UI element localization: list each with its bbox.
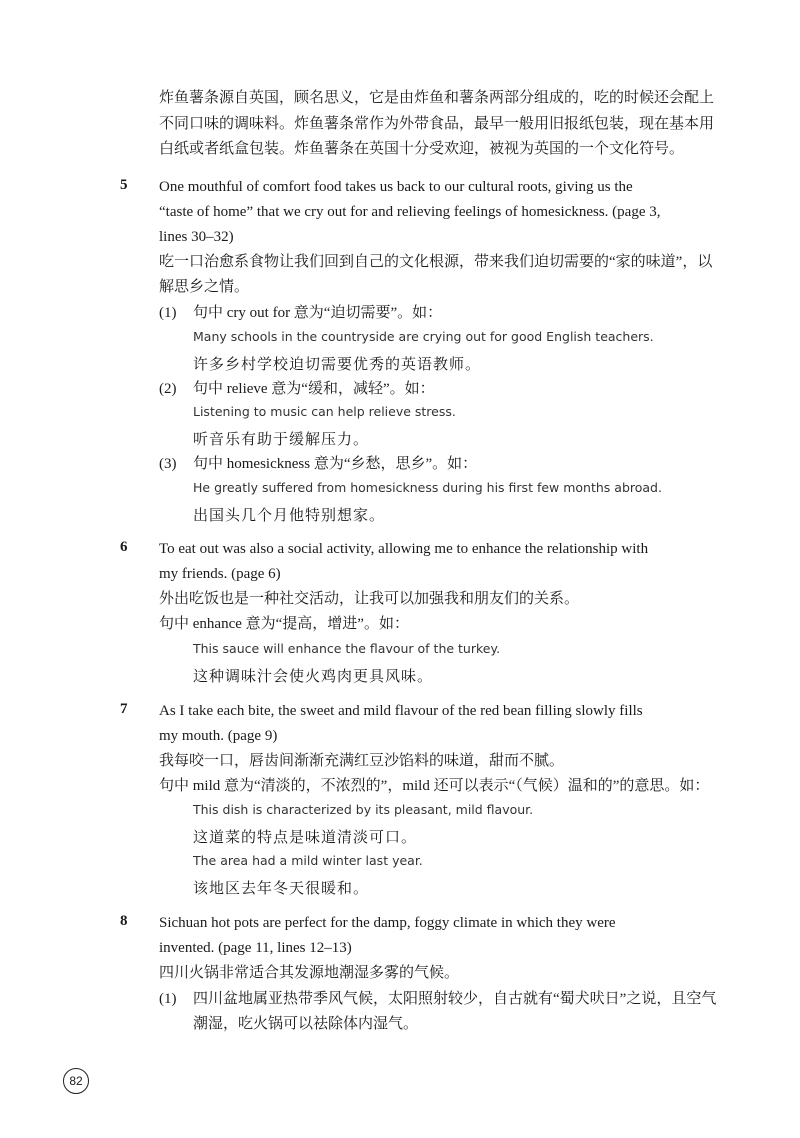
- item-7-example-2-zh: 该地区去年冬天很暖和。: [193, 881, 370, 897]
- item-5-note-2-example-en: Listening to music can help relieve stress.: [193, 404, 456, 419]
- item-5-en-line-2: “taste of home” that we cry out for and relieving feelings of homesickness. (page 3,: [159, 204, 661, 220]
- item-8-en-line-1: Sichuan hot pots are perfect for the damp, foggy climate in which they were: [159, 915, 616, 931]
- item-5-zh-line-1: 吃一口治愈系食物让我们回到自己的文化根源，带来我们迫切需要的“家的味道”，以: [159, 254, 713, 270]
- item-6-number: 6: [120, 539, 128, 555]
- item-5-note-1-text: 句中 cry out for 意为“迫切需要”。如：: [193, 305, 443, 321]
- item-5-note-2-example-zh: 听音乐有助于缓解压力。: [193, 432, 370, 448]
- item-5-note-3-example-zh: 出国头几个月他特别想家。: [193, 508, 386, 524]
- page-number: 82: [63, 1068, 89, 1094]
- item-8-note-number: (1): [159, 991, 177, 1007]
- item-7-en-line-1: As I take each bite, the sweet and mild flavour of the red bean filling slowly fills: [159, 703, 643, 719]
- item-8-zh-line: 四川火锅非常适合其发源地潮湿多雾的气候。: [159, 965, 460, 981]
- item-7-number: 7: [120, 701, 128, 717]
- item-6-example-en: This sauce will enhance the flavour of the turkey.: [193, 641, 501, 656]
- item-8-number: 8: [120, 913, 128, 929]
- item-8-note-line-1: 四川盆地属亚热带季风气候，太阳照射较少，自古就有“蜀犬吠日”之说，且空气: [193, 991, 717, 1007]
- item-8-note-line-2: 潮湿，吃火锅可以祛除体内湿气。: [193, 1016, 419, 1032]
- item-7-zh-line: 我每咬一口，唇齿间渐渐充满红豆沙馅料的味道，甜而不腻。: [159, 753, 565, 769]
- item-6-en-line-1: To eat out was also a social activity, allowing me to enhance the relationship with: [159, 541, 649, 557]
- item-5-note-2-number: (2): [159, 381, 177, 397]
- item-5-note-1-example-zh: 许多乡村学校迫切需要优秀的英语教师。: [193, 357, 482, 373]
- item-5-en-line-1: One mouthful of comfort food takes us back to our cultural roots, giving us the: [159, 179, 633, 195]
- item-8-en-line-2: invented. (page 11, lines 12–13): [159, 940, 352, 956]
- item-7-example-2-en: The area had a mild winter last year.: [193, 853, 423, 868]
- intro-line-3: 白纸或者纸盒包装。炸鱼薯条在英国十分受欢迎，被视为英国的一个文化符号。: [159, 141, 685, 157]
- item-5-number: 5: [120, 177, 128, 193]
- item-7-example-1-en: This dish is characterized by its pleasant, mild flavour.: [193, 802, 534, 817]
- item-6-zh-line: 外出吃饭也是一种社交活动，让我可以加强我和朋友们的关系。: [159, 591, 580, 607]
- item-7-example-1-zh: 这道菜的特点是味道清淡可口。: [193, 830, 418, 846]
- item-5-note-1-example-en: Many schools in the countryside are crying out for good English teachers.: [193, 329, 654, 344]
- intro-line-2: 不同口味的调味料。炸鱼薯条常作为外带食品，最早一般用旧报纸包装，现在基本用: [159, 116, 715, 132]
- item-7-note: 句中 mild 意为“清淡的，不浓烈的”，mild 还可以表示“（气候）温和的”的意思。如：: [159, 778, 710, 794]
- item-5-note-3-number: (3): [159, 456, 177, 472]
- item-7-en-line-2: my mouth. (page 9): [159, 728, 278, 744]
- item-5-note-3-example-en: He greatly suffered from homesickness during his first few months abroad.: [193, 480, 662, 495]
- item-6-en-line-2: my friends. (page 6): [159, 566, 281, 582]
- item-5-note-2-text: 句中 relieve 意为“缓和，减轻”。如：: [193, 381, 435, 397]
- item-6-example-zh: 这种调味汁会使火鸡肉更具风味。: [193, 669, 434, 685]
- item-5-note-3-text: 句中 homesickness 意为“乡愁，思乡”。如：: [193, 456, 478, 472]
- item-5-en-line-3: lines 30–32): [159, 229, 234, 245]
- item-6-note: 句中 enhance 意为“提高，增进”。如：: [159, 616, 409, 632]
- intro-line-1: 炸鱼薯条源自英国，顾名思义，它是由炸鱼和薯条两部分组成的，吃的时候还会配上: [159, 90, 715, 106]
- item-5-zh-line-2: 解思乡之情。: [159, 279, 250, 295]
- item-5-note-1-number: (1): [159, 305, 177, 321]
